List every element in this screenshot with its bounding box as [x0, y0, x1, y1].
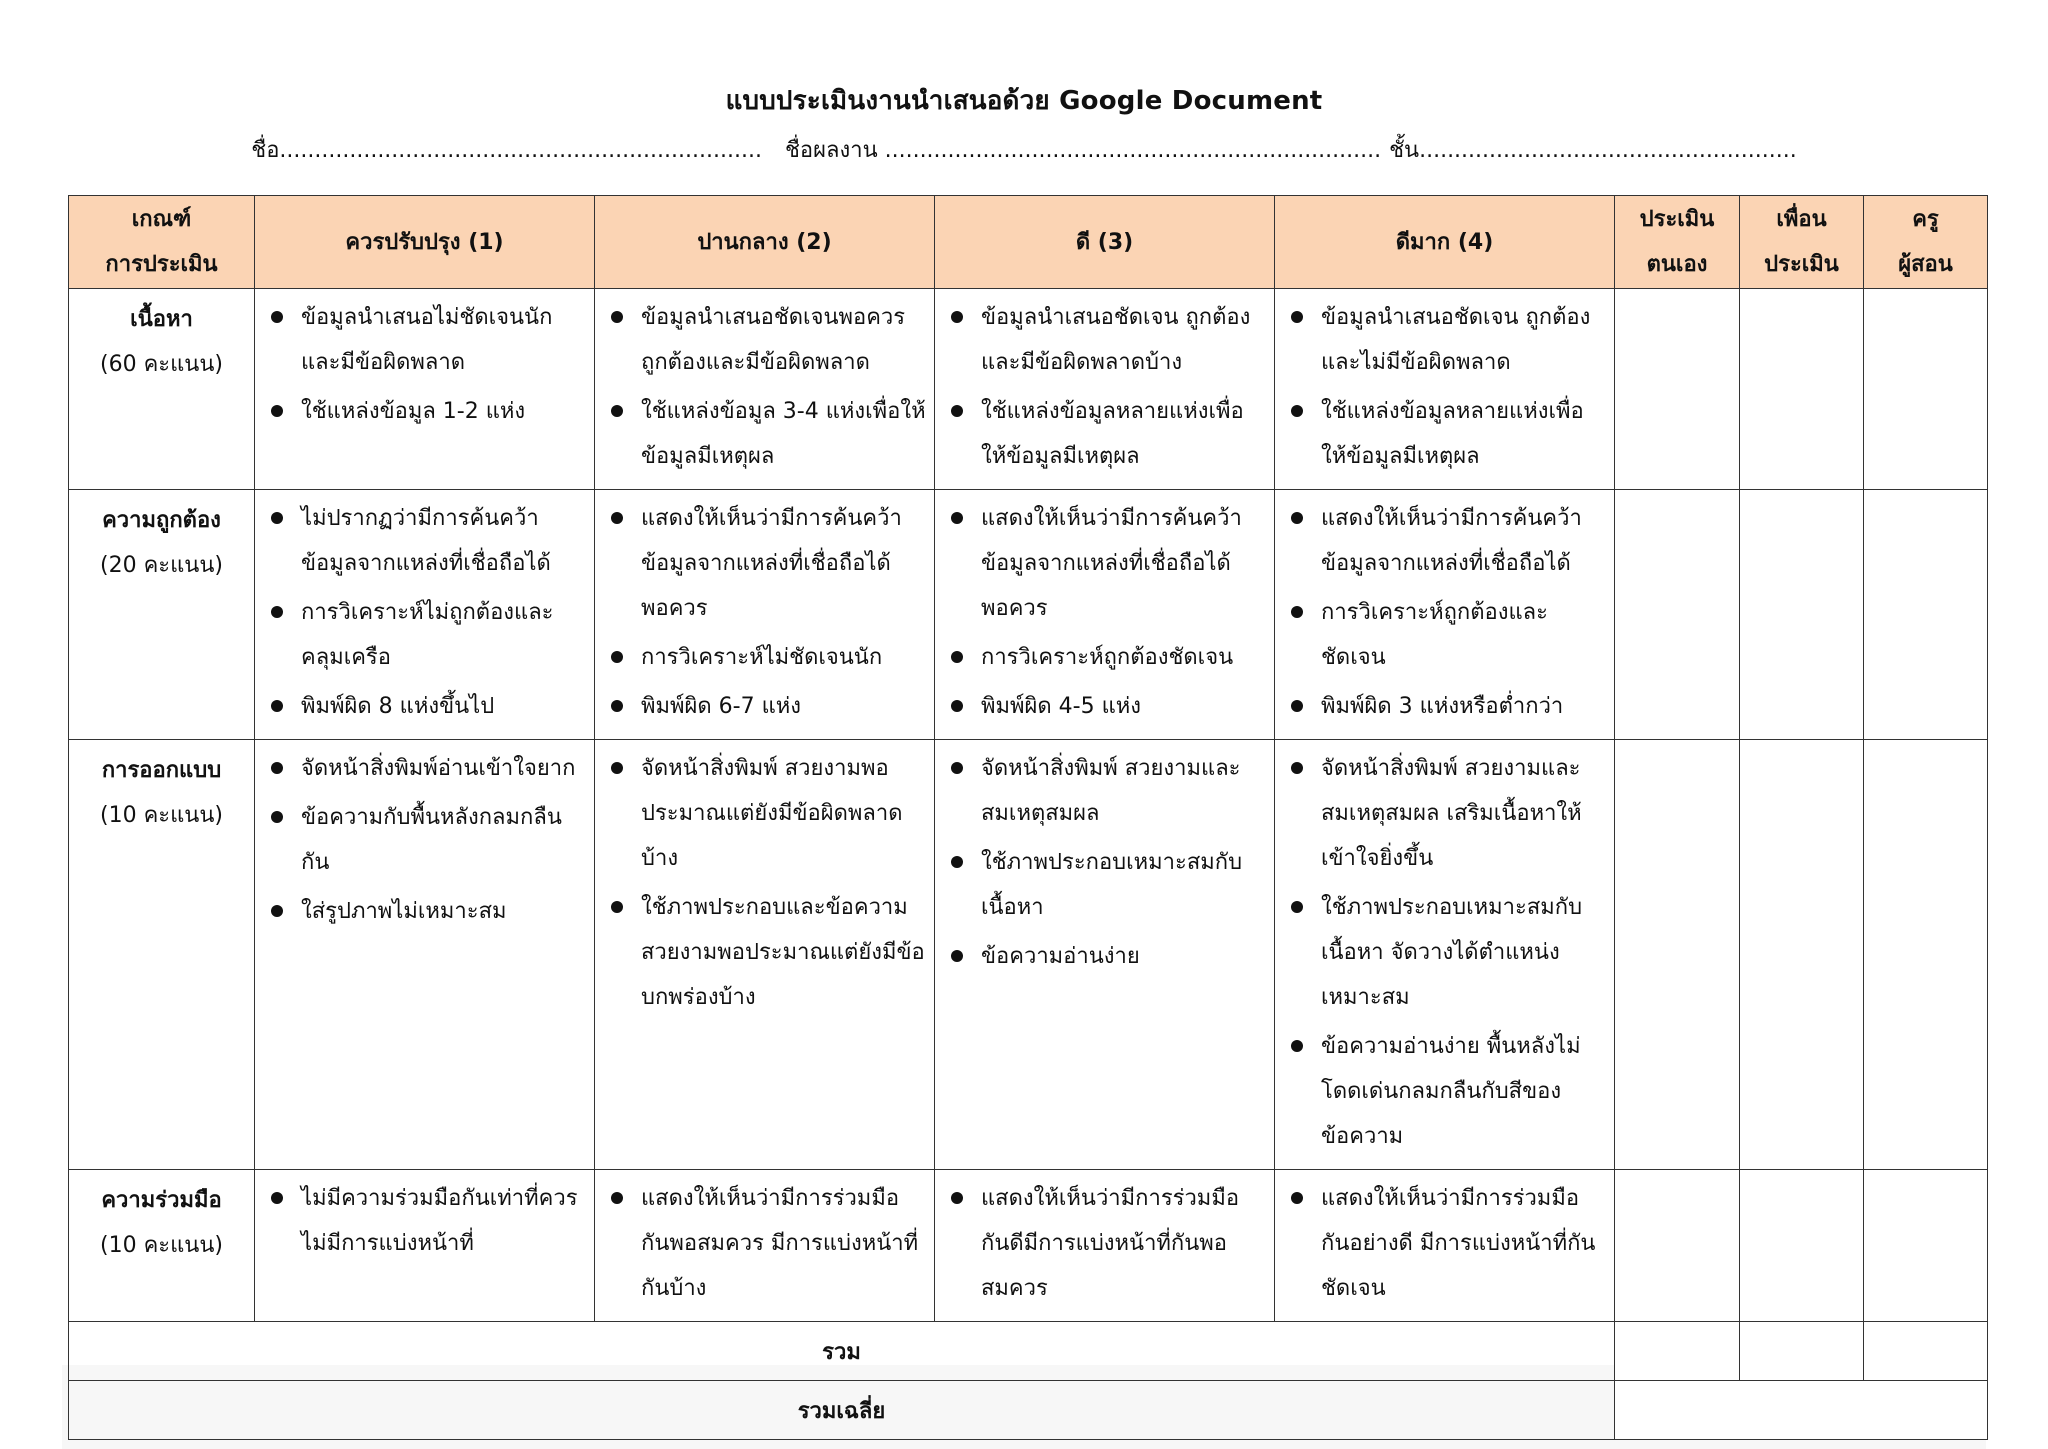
header-level-2: ปานกลาง (2): [595, 196, 935, 289]
descriptor-item: จัดหน้าสิ่งพิมพ์อ่านเข้าใจยาก: [267, 746, 586, 791]
descriptor-list: [1275, 289, 1614, 489]
document-title: แบบประเมินงานนำเสนอด้วย Google Document: [725, 86, 1323, 116]
level-3-cell: [935, 289, 1275, 490]
criteria-row: [69, 740, 1988, 1170]
criteria-name: ความร่วมมือ: [101, 1188, 222, 1213]
descriptor-item: แสดงให้เห็นว่ามีการค้นคว้าข้อมูลจากแหล่งที่เชื่อถือได้: [1287, 496, 1606, 586]
criteria-row: [69, 1170, 1988, 1322]
descriptor-list: [595, 289, 934, 489]
descriptor-item: การวิเคราะห์ไม่ถูกต้องและคลุมเครือ: [267, 590, 586, 680]
level-1-cell: [255, 490, 595, 740]
descriptor-item: การวิเคราะห์ไม่ชัดเจนนัก: [607, 635, 926, 680]
level-4-cell: [1275, 740, 1615, 1170]
peer-score-cell[interactable]: [1740, 1170, 1864, 1322]
level-3-cell: [935, 740, 1275, 1170]
header-criteria-line2: การประเมิน: [105, 252, 218, 277]
level-4-cell: [1275, 289, 1615, 490]
header-level-3: ดี (3): [935, 196, 1275, 289]
level-1-cell: [255, 740, 595, 1170]
teacher-score-cell[interactable]: [1864, 490, 1988, 740]
header-peer-line1: เพื่อน: [1776, 207, 1827, 232]
student-info-line: [0, 132, 2048, 167]
criteria-cell: [69, 490, 255, 740]
descriptor-item: แสดงให้เห็นว่ามีการร่วมมือกันดีมีการแบ่งหน้าที่กันพอสมควร: [947, 1176, 1266, 1311]
descriptor-item: ใช้ภาพประกอบเหมาะสมกับเนื้อหา: [947, 840, 1266, 930]
descriptor-list: [255, 490, 594, 739]
descriptor-list: [935, 289, 1274, 489]
criteria-score: (10 คะแนน): [100, 803, 223, 828]
descriptor-item: พิมพ์ผิด 3 แห่งหรือต่ำกว่า: [1287, 684, 1606, 729]
criteria-name: การออกแบบ: [101, 758, 222, 783]
peer-score-cell[interactable]: [1740, 289, 1864, 490]
descriptor-item: จัดหน้าสิ่งพิมพ์ สวยงามพอประมาณแต่ยังมีข้อผิดพลาดบ้าง: [607, 746, 926, 881]
header-peer-line2: ประเมิน: [1764, 252, 1839, 277]
average-row: [69, 1381, 1988, 1440]
descriptor-item: แสดงให้เห็นว่ามีการร่วมมือกันพอสมควร มีการแบ่งหน้าที่กันบ้าง: [607, 1176, 926, 1311]
criteria-name: เนื้อหา: [130, 307, 193, 332]
criteria-score: (20 คะแนน): [100, 553, 223, 578]
descriptor-item: ใช้แหล่งข้อมูล 1-2 แห่ง: [267, 389, 586, 434]
average-score-cell[interactable]: [1615, 1381, 1988, 1440]
descriptor-list: [595, 1170, 934, 1321]
descriptor-item: ข้อมูลนำเสนอชัดเจน ถูกต้องและไม่มีข้อผิดพลาด: [1287, 295, 1606, 385]
header-self-line2: ตนเอง: [1646, 252, 1708, 277]
descriptor-list: [935, 490, 1274, 739]
descriptor-item: ไม่ปรากฏว่ามีการค้นคว้าข้อมูลจากแหล่งที่เชื่อถือได้: [267, 496, 586, 586]
descriptor-item: ใช้ภาพประกอบและข้อความสวยงามพอประมาณแต่ยังมีข้อบกพร่องบ้าง: [607, 885, 926, 1020]
grade-field: ชั้น......................................................: [1389, 138, 1797, 163]
level-2-cell: [595, 289, 935, 490]
rubric-table: [68, 195, 1988, 1440]
descriptor-item: การวิเคราะห์ถูกต้องและชัดเจน: [1287, 590, 1606, 680]
criteria-score: (10 คะแนน): [100, 1233, 223, 1258]
total-row: [69, 1322, 1988, 1381]
name-field: ชื่อ.....................................................................: [251, 138, 762, 163]
level-3-cell: [935, 490, 1275, 740]
descriptor-list: [1275, 1170, 1614, 1321]
total-self-score-cell[interactable]: [1615, 1322, 1740, 1381]
descriptor-item: ข้อมูลนำเสนอชัดเจนพอควรถูกต้องและมีข้อผิดพลาด: [607, 295, 926, 385]
descriptor-item: ใช้แหล่งข้อมูล 3-4 แห่งเพื่อให้ข้อมูลมีเหตุผล: [607, 389, 926, 479]
self-score-cell[interactable]: [1615, 1170, 1740, 1322]
peer-score-cell[interactable]: [1740, 490, 1864, 740]
descriptor-item: ใส่รูปภาพไม่เหมาะสม: [267, 889, 586, 934]
level-4-cell: [1275, 490, 1615, 740]
descriptor-list: [595, 490, 934, 739]
header-peer-assessment: [1740, 196, 1864, 289]
descriptor-item: แสดงให้เห็นว่ามีการร่วมมือกันอย่างดี มีการแบ่งหน้าที่กันชัดเจน: [1287, 1176, 1606, 1311]
header-teacher-line2: ผู้สอน: [1898, 252, 1953, 277]
teacher-score-cell[interactable]: [1864, 1170, 1988, 1322]
descriptor-list: [595, 740, 934, 1030]
teacher-score-cell[interactable]: [1864, 289, 1988, 490]
descriptor-item: ใช้แหล่งข้อมูลหลายแห่งเพื่อให้ข้อมูลมีเหตุผล: [947, 389, 1266, 479]
descriptor-list: [935, 740, 1274, 989]
descriptor-list: [935, 1170, 1274, 1321]
descriptor-list: [1275, 740, 1614, 1169]
descriptor-item: ใช้แหล่งข้อมูลหลายแห่งเพื่อให้ข้อมูลมีเหตุผล: [1287, 389, 1606, 479]
self-score-cell[interactable]: [1615, 490, 1740, 740]
level-2-cell: [595, 740, 935, 1170]
descriptor-list: [255, 289, 594, 444]
work-name-field: ชื่อผลงาน .......................................................................: [784, 138, 1382, 163]
level-2-cell: [595, 490, 935, 740]
header-criteria-line1: เกณฑ์: [131, 207, 192, 232]
descriptor-item: แสดงให้เห็นว่ามีการค้นคว้าข้อมูลจากแหล่งที่เชื่อถือได้พอควร: [607, 496, 926, 631]
level-2-cell: [595, 1170, 935, 1322]
self-score-cell[interactable]: [1615, 289, 1740, 490]
header-teacher-assessment: [1864, 196, 1988, 289]
level-4-cell: [1275, 1170, 1615, 1322]
descriptor-item: จัดหน้าสิ่งพิมพ์ สวยงามและสมเหตุสมผล: [947, 746, 1266, 836]
descriptor-list: [1275, 490, 1614, 739]
descriptor-item: ข้อความกับพื้นหลังกลมกลืนกัน: [267, 795, 586, 885]
level-3-cell: [935, 1170, 1275, 1322]
teacher-score-cell[interactable]: [1864, 740, 1988, 1170]
descriptor-item: การวิเคราะห์ถูกต้องชัดเจน: [947, 635, 1266, 680]
descriptor-item: พิมพ์ผิด 6-7 แห่ง: [607, 684, 926, 729]
descriptor-item: พิมพ์ผิด 4-5 แห่ง: [947, 684, 1266, 729]
descriptor-item: ใช้ภาพประกอบเหมาะสมกับเนื้อหา จัดวางได้ตำแหน่งเหมาะสม: [1287, 885, 1606, 1020]
descriptor-list: [255, 740, 594, 944]
header-teacher-line1: ครู: [1912, 207, 1939, 232]
total-label: รวม: [69, 1322, 1615, 1381]
header-level-4: ดีมาก (4): [1275, 196, 1615, 289]
header-self-assessment: [1615, 196, 1740, 289]
header-self-line1: ประเมิน: [1639, 207, 1715, 232]
criteria-cell: [69, 1170, 255, 1322]
criteria-cell: [69, 740, 255, 1170]
self-score-cell[interactable]: [1615, 740, 1740, 1170]
descriptor-list: [255, 1170, 594, 1276]
criteria-row: [69, 490, 1988, 740]
descriptor-item: ข้อความอ่านง่าย พื้นหลังไม่โดดเด่นกลมกลืนกับสีของข้อความ: [1287, 1024, 1606, 1159]
descriptor-item: ข้อมูลนำเสนอชัดเจน ถูกต้องและมีข้อผิดพลาดบ้าง: [947, 295, 1266, 385]
descriptor-item: ไม่มีความร่วมมือกันเท่าที่ควรไม่มีการแบ่งหน้าที่: [267, 1176, 586, 1266]
average-label: รวมเฉลี่ย: [69, 1381, 1615, 1440]
criteria-name: ความถูกต้อง: [102, 508, 221, 533]
descriptor-item: แสดงให้เห็นว่ามีการค้นคว้าข้อมูลจากแหล่งที่เชื่อถือได้พอควร: [947, 496, 1266, 631]
criteria-row: [69, 289, 1988, 490]
header-level-1: ควรปรับปรุง (1): [255, 196, 595, 289]
header-row: [69, 196, 1988, 289]
descriptor-item: ข้อความอ่านง่าย: [947, 934, 1266, 979]
descriptor-item: จัดหน้าสิ่งพิมพ์ สวยงามและสมเหตุสมผล เสริมเนื้อหาให้เข้าใจยิ่งขึ้น: [1287, 746, 1606, 881]
peer-score-cell[interactable]: [1740, 740, 1864, 1170]
descriptor-item: ข้อมูลนำเสนอไม่ชัดเจนนักและมีข้อผิดพลาด: [267, 295, 586, 385]
descriptor-item: พิมพ์ผิด 8 แห่งขึ้นไป: [267, 684, 586, 729]
criteria-score: (60 คะแนน): [100, 352, 223, 377]
total-peer-score-cell[interactable]: [1740, 1322, 1864, 1381]
criteria-cell: [69, 289, 255, 490]
level-1-cell: [255, 1170, 595, 1322]
level-1-cell: [255, 289, 595, 490]
header-criteria: [69, 196, 255, 289]
total-teacher-score-cell[interactable]: [1864, 1322, 1988, 1381]
